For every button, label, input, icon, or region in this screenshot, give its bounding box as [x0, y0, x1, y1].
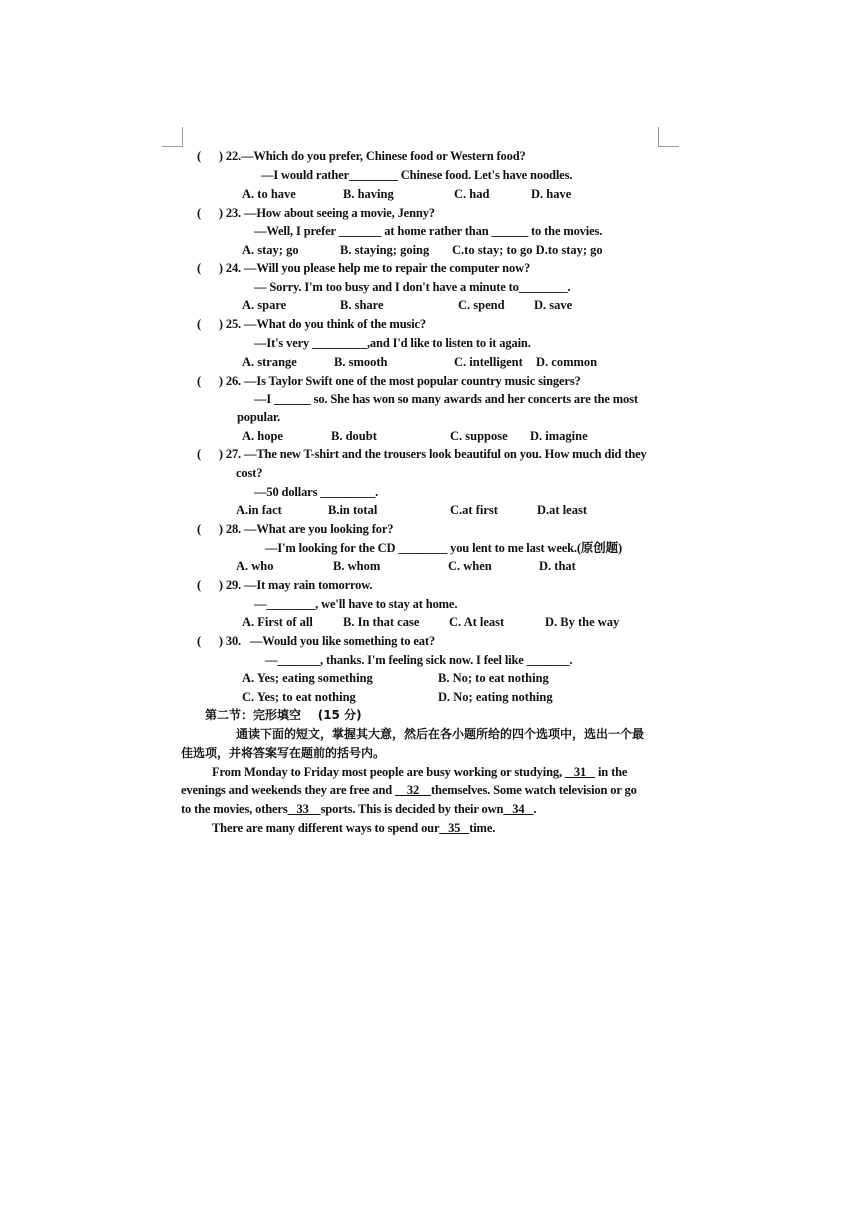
passage-line-1	[212, 764, 627, 780]
question-26-stem: ( ) 26. —Is Taylor Swift one of the most popular country music singers?	[197, 374, 581, 388]
question-28-option-d: D. that	[539, 559, 576, 573]
question-22-option-b: B. having	[343, 187, 394, 201]
corner-mark-top-left	[162, 127, 183, 147]
question-30-stem: ( ) 30. —Would you like something to eat?	[197, 634, 435, 648]
question-27-stem-cont: cost?	[236, 466, 263, 480]
question-27-reply: —50 dollars _________.	[254, 485, 379, 499]
question-30-option-d: D. No; eating nothing	[438, 690, 553, 704]
question-26-reply: —I ______ so. She has won so many awards and her concerts are the most	[254, 392, 638, 406]
question-25-option-c: C. intelligent	[454, 355, 523, 369]
question-29-reply: —________, we'll have to stay at home.	[254, 597, 458, 611]
question-29-option-a: A. First of all	[242, 615, 313, 629]
blank-34: 34	[503, 802, 534, 816]
question-26-reply-cont: popular.	[237, 410, 281, 424]
instruction-line-2: 佳选项，并将答案写在题前的括号内。	[181, 746, 386, 760]
question-25-option-b: B. smooth	[334, 355, 388, 369]
question-22-stem: ( ) 22.—Which do you prefer, Chinese food or Western food?	[197, 149, 526, 163]
question-25-option-a: A. strange	[242, 355, 297, 369]
question-22-option-c: C. had	[454, 187, 490, 201]
question-29-option-d: D. By the way	[545, 615, 620, 629]
question-26-option-d: D. imagine	[530, 429, 588, 443]
question-27-option-b: B.in total	[328, 503, 378, 517]
corner-mark-top-right	[658, 127, 679, 147]
question-22-option-a: A. to have	[242, 187, 296, 201]
passage-text: time.	[469, 821, 496, 835]
question-24-option-c: C. spend	[458, 298, 505, 312]
blank-35: 35	[439, 821, 470, 835]
question-23-option-cd: C.to stay; to go D.to stay; go	[452, 243, 603, 257]
instruction-line-1: 通读下面的短文，掌握其大意，然后在各小题所给的四个选项中，选出一个最	[236, 727, 645, 741]
question-28-option-a: A. who	[236, 559, 274, 573]
question-28-option-c: C. when	[448, 559, 492, 573]
question-24-reply: — Sorry. I'm too busy and I don't have a minute to________.	[254, 280, 571, 294]
question-23-stem: ( ) 23. —How about seeing a movie, Jenny?	[197, 206, 435, 220]
question-28-option-b: B. whom	[333, 559, 381, 573]
blank-31: 31	[564, 765, 595, 779]
question-22-reply: —I would rather________ Chinese food. Let's have noodles.	[261, 168, 573, 182]
passage-line-3	[181, 801, 536, 817]
blank-33: 33	[287, 802, 321, 816]
passage-text: sports. This is decided by their own	[320, 802, 504, 816]
question-25-reply: —It's very _________,and I'd like to listen to it again.	[254, 336, 531, 350]
question-27-option-a: A.in fact	[236, 503, 282, 517]
question-30-option-c: C. Yes; to eat nothing	[242, 690, 356, 704]
passage-text: From Monday to Friday most people are busy working or studying,	[212, 765, 565, 779]
question-26-option-c: C. suppose	[450, 429, 508, 443]
passage-text: evenings and weekends they are free and	[181, 783, 396, 797]
passage-line-4	[212, 820, 495, 836]
question-27-option-c: C.at first	[450, 503, 498, 517]
section-heading: 第二节：完形填空 (15 分)	[205, 708, 362, 722]
question-26-option-a: A. hope	[242, 429, 283, 443]
question-23-option-a: A. stay; go	[242, 243, 299, 257]
question-30-reply: —_______, thanks. I'm feeling sick now. I feel like _______.	[265, 653, 573, 667]
passage-text: .	[533, 802, 537, 816]
question-28-reply: —I'm looking for the CD ________ you lent to me last week.(原创题)	[265, 541, 622, 555]
passage-text: to the movies, others	[181, 802, 288, 816]
question-29-option-b: B. In that case	[343, 615, 420, 629]
question-29-option-c: C. At least	[449, 615, 505, 629]
question-30-option-a: A. Yes; eating something	[242, 671, 373, 685]
question-27-stem: ( ) 27. —The new T-shirt and the trousers look beautiful on you. How much did they	[197, 447, 647, 461]
question-27-option-d: D.at least	[537, 503, 587, 517]
passage-line-2	[181, 782, 637, 798]
question-30-option-b: B. No; to eat nothing	[438, 671, 549, 685]
question-23-option-b: B. staying; going	[340, 243, 430, 257]
passage-text: themselves. Some watch television or go	[431, 783, 637, 797]
question-24-stem: ( ) 24. —Will you please help me to repair the computer now?	[197, 261, 531, 275]
question-24-option-b: B. share	[340, 298, 384, 312]
question-26-option-b: B. doubt	[331, 429, 377, 443]
passage-text: in the	[595, 765, 628, 779]
passage-text: There are many different ways to spend our	[212, 821, 440, 835]
question-24-option-a: A. spare	[242, 298, 287, 312]
question-29-stem: ( ) 29. —It may rain tomorrow.	[197, 578, 373, 592]
question-24-option-d: D. save	[534, 298, 573, 312]
blank-32: 32	[395, 783, 432, 797]
question-22-option-d: D. have	[531, 187, 572, 201]
question-25-option-d: D. common	[536, 355, 598, 369]
question-23-reply: —Well, I prefer _______ at home rather than ______ to the movies.	[254, 224, 603, 238]
question-28-stem: ( ) 28. —What are you looking for?	[197, 522, 394, 536]
question-25-stem: ( ) 25. —What do you think of the music?	[197, 317, 427, 331]
